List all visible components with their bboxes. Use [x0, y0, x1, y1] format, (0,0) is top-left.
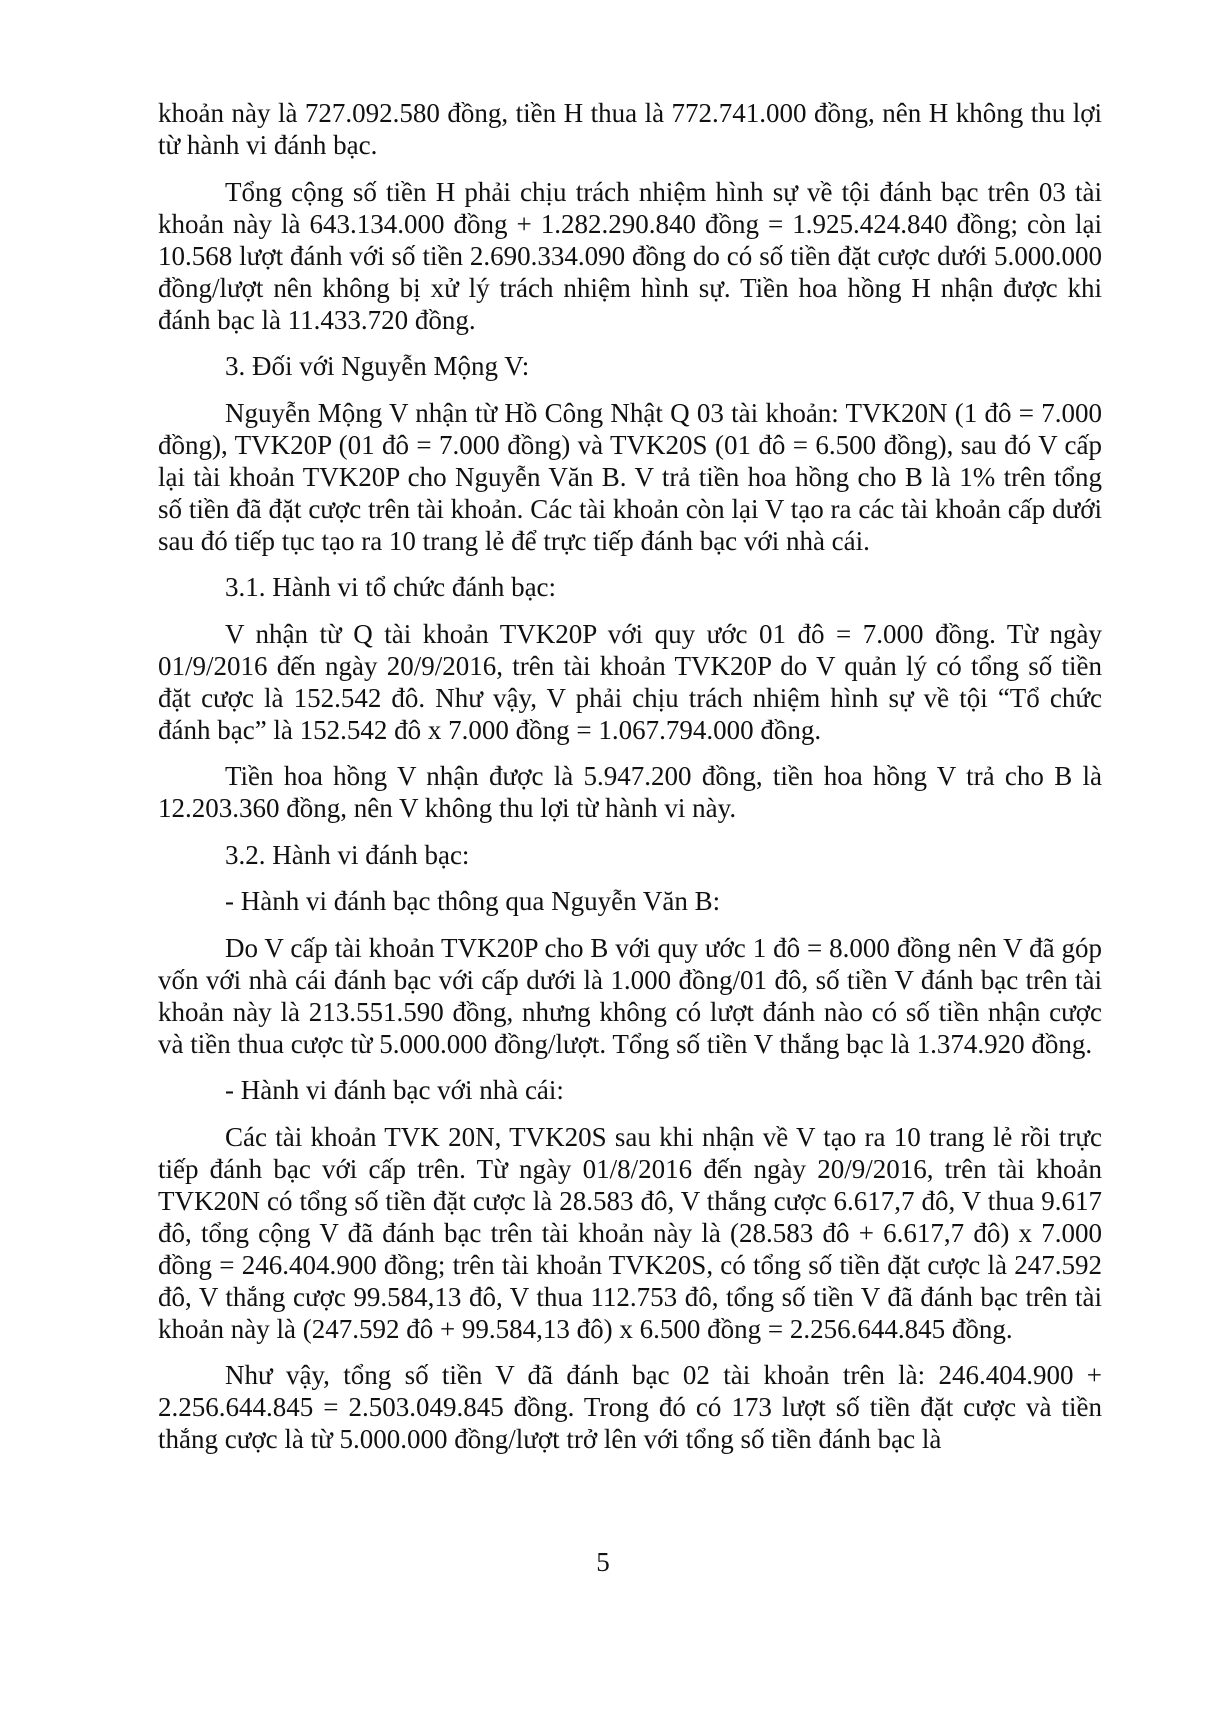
paragraph-v-summary: Như vậy, tổng số tiền V đã đánh bạc 02 tài khoản trên là: 246.404.900 + 2.256.644.845 = 2.503.049.845 đồng. Trong đó có 173 lượt số tiền đặt cược và tiền thắng cược là từ 5.000.000 đồng/lượt trở lên với tổng số tiền đánh bạc là [158, 1360, 1102, 1454]
paragraph-v-commission: Tiền hoa hồng V nhận được là 5.947.200 đồng, tiền hoa hồng V trả cho B là 12.203.360 đồng, nên V không thu lợi từ hành vi này. [158, 761, 1102, 823]
section-heading-3: 3. Đối với Nguyễn Mộng V: [225, 351, 530, 381]
subheading-with-dealer: - Hành vi đánh bạc với nhà cái: [225, 1075, 564, 1105]
paragraph-continuation: khoản này là 727.092.580 đồng, tiền H thua là 772.741.000 đồng, nên H không thu lợi từ hành vi đánh bạc. [158, 98, 1102, 160]
section-heading-3-2: 3.2. Hành vi đánh bạc: [225, 839, 470, 870]
paragraph-v-organize: V nhận từ Q tài khoản TVK20P với quy ước 01 đô = 7.000 đồng. Từ ngày 01/9/2016 đến ngày 20/9/2016, trên tài khoản TVK20P do V quản lý có tổng số tiền đặt cược là 152.542 đô. Như vậy, V phải chịu trách nhiệm hình sự về tội “Tổ chức đánh bạc” là 152.542 đô x 7.000 đồng = 1.067.794.000 đồng. [158, 618, 1102, 745]
paragraph-v-accounts: Nguyễn Mộng V nhận từ Hồ Công Nhật Q 03 tài khoản: TVK20N (1 đô = 7.000 đồng), TVK20P (01 đô = 7.000 đồng) và TVK20S (01 đô = 6.500 đồng), sau đó V cấp lại tài khoản TVK20P cho Nguyễn Văn B. V trả tiền hoa hồng cho B là 1% trên tổng số tiền đã đặt cược trên tài khoản. Các tài khoản còn lại V tạo ra các tài khoản cấp dưới sau đó tiếp tục tạo ra 10 trang lẻ để trực tiếp đánh bạc với nhà cái. [158, 397, 1102, 556]
document-page [158, 97, 1102, 1470]
page-number: 5 [596, 1547, 610, 1577]
paragraph-v-via-b: Do V cấp tài khoản TVK20P cho B với quy ước 1 đô = 8.000 đồng nên V đã góp vốn với nhà cái đánh bạc với cấp dưới là 1.000 đồng/01 đô, số tiền V đánh bạc trên tài khoản này là 213.551.590 đồng, nhưng không có lượt đánh nào có số tiền nhận cược và tiền thua cược từ 5.000.000 đồng/lượt. Tổng số tiền V thắng bạc là 1.374.920 đồng. [158, 932, 1102, 1059]
paragraph-h-total: Tổng cộng số tiền H phải chịu trách nhiệm hình sự về tội đánh bạc trên 03 tài khoản này là 643.134.000 đồng + 1.282.290.840 đồng = 1.925.424.840 đồng; còn lại 10.568 lượt đánh với số tiền 2.690.334.090 đồng do có số tiền đặt cược dưới 5.000.000 đồng/lượt nên không bị xử lý trách nhiệm hình sự. Tiền hoa hồng H nhận được khi đánh bạc là 11.433.720 đồng. [158, 176, 1102, 335]
section-heading-3-1: 3.1. Hành vi tổ chức đánh bạc: [225, 572, 557, 602]
paragraph-v-with-dealer: Các tài khoản TVK 20N, TVK20S sau khi nhận về V tạo ra 10 trang lẻ rồi trực tiếp đánh bạc với cấp trên. Từ ngày 01/8/2016 đến ngày 20/9/2016, trên tài khoản TVK20N có tổng số tiền đặt cược là 28.583 đô, V thắng cược 6.617,7 đô, V thua 9.617 đô, tổng cộng V đã đánh bạc trên tài khoản này là (28.583 đô + 6.617,7 đô) x 7.000 đồng = 246.404.900 đồng; trên tài khoản TVK20S, có tổng số tiền đặt cược là 247.592 đô, V thắng cược 99.584,13 đô, V thua 112.753 đô, tổng số tiền V đã đánh bạc trên tài khoản này là (247.592 đô + 99.584,13 đô) x 6.500 đồng = 2.256.644.845 đồng. [158, 1121, 1102, 1344]
subheading-via-b: - Hành vi đánh bạc thông qua Nguyễn Văn B: [225, 886, 721, 916]
